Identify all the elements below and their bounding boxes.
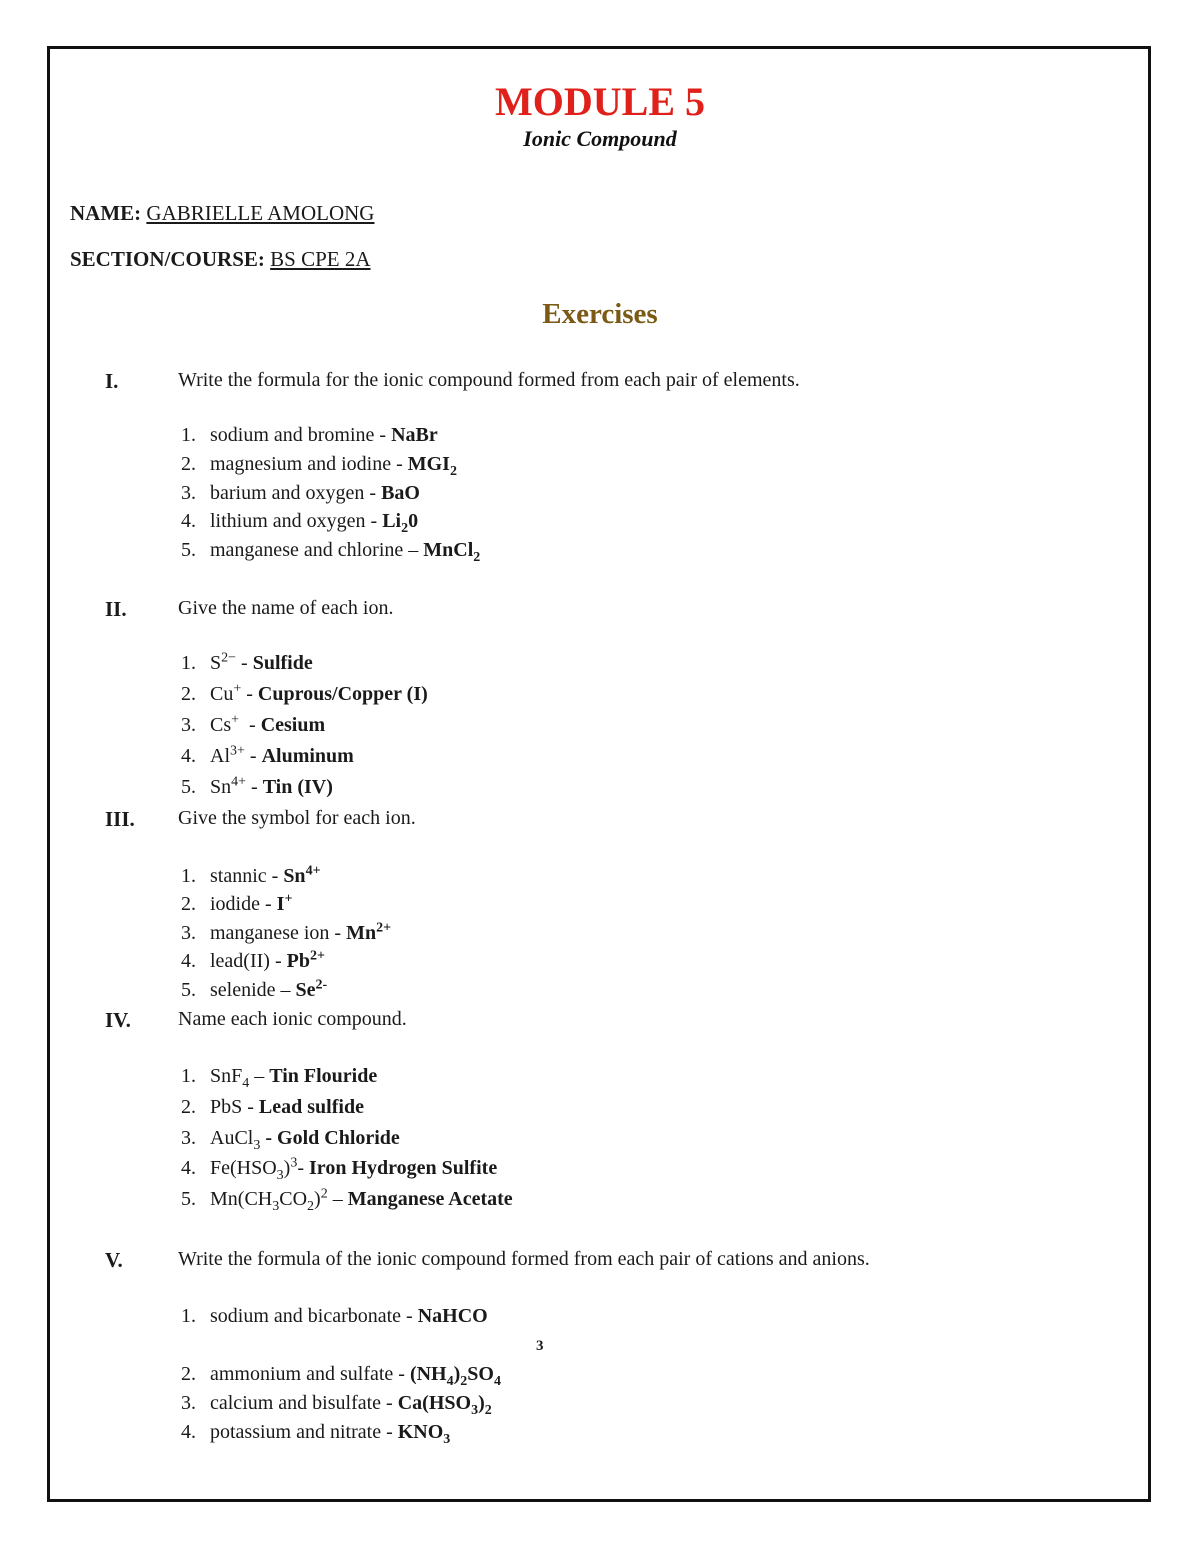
list-item: potassium and nitrate - $KNO_3$	[210, 1421, 451, 1447]
item-number: 2.	[181, 893, 196, 915]
item-number: 4.	[181, 950, 196, 972]
list-item: lead(II) - $Pb^{2+}$	[210, 948, 325, 972]
section-question: Name each ionic compound.	[178, 1008, 407, 1030]
item-number: 2.	[181, 1363, 196, 1385]
list-item: lithium and oxygen - $Li_20$	[210, 510, 419, 536]
item-number: 3.	[181, 482, 196, 504]
item-number: 5.	[181, 1188, 196, 1210]
section-label: SECTION/COURSE:	[70, 247, 265, 271]
list-item: iodide - I+	[210, 891, 293, 915]
item-number: 1.	[181, 1305, 196, 1327]
list-item: $Sn^{4+}$ - Tin (IV)	[210, 774, 333, 798]
list-item: Cu+ - Cuprous/Copper (I)	[210, 681, 428, 705]
list-item: SnF$_4$ – Tin Flouride	[210, 1065, 378, 1091]
name-label: NAME:	[70, 201, 142, 225]
section-question: Write the formula of the ionic compound formed from each pair of cations and anions.	[178, 1248, 870, 1270]
item-number: 4.	[181, 510, 196, 532]
item-number: 2.	[181, 453, 196, 475]
section-question: Give the name of each ion.	[178, 597, 394, 619]
item-number: 5.	[181, 539, 196, 561]
list-item: calcium and bisulfate - $Ca(HSO_3)_2$	[210, 1392, 492, 1418]
item-number: 4.	[181, 1157, 196, 1179]
list-item: AuCl$_3$ - Gold Chloride	[210, 1127, 400, 1153]
list-item: ammonium and sulfate - $(NH_4)_2SO_4$	[210, 1363, 501, 1389]
item-number: 1.	[181, 652, 196, 674]
stray-subscript: 3	[536, 1338, 544, 1354]
item-number: 1.	[181, 424, 196, 446]
section-field	[70, 247, 371, 272]
exercises-heading: Exercises	[542, 298, 658, 330]
list-item: sodium and bicarbonate - NaHCO	[210, 1305, 488, 1327]
list-item: $S^{2-}$ - Sulfide	[210, 650, 313, 674]
list-item: barium and oxygen - BaO	[210, 482, 420, 504]
list-item: selenide – $Se^{2-}$	[210, 977, 328, 1001]
list-item: $Fe(HSO_3)^3-$ Iron Hydrogen Sulfite	[210, 1155, 498, 1183]
section-question: Give the symbol for each ion.	[178, 807, 416, 829]
item-number: 5.	[181, 979, 196, 1001]
module-subtitle: Ionic Compound	[523, 126, 677, 151]
list-item: Cs+ - Cesium	[210, 712, 326, 736]
item-number: 1.	[181, 1065, 196, 1087]
list-item: stannic - $Sn^{4+}$	[210, 863, 321, 887]
item-number: 5.	[181, 776, 196, 798]
name-field	[70, 201, 374, 226]
section-roman: V.	[105, 1248, 123, 1272]
item-number: 4.	[181, 745, 196, 767]
list-item: manganese and chlorine – MnCl$_2$	[210, 539, 481, 565]
section-question: Write the formula for the ionic compound formed from each pair of elements.	[178, 369, 800, 391]
item-number: 3.	[181, 714, 196, 736]
item-number: 3.	[181, 922, 196, 944]
name-value: GABRIELLE AMOLONG	[146, 201, 375, 225]
section-roman: II.	[105, 597, 127, 621]
item-number: 3.	[181, 1127, 196, 1149]
section-roman: I.	[105, 369, 119, 393]
item-number: 3.	[181, 1392, 196, 1414]
section-roman: III.	[105, 807, 135, 831]
item-number: 4.	[181, 1421, 196, 1443]
item-number: 2.	[181, 1096, 196, 1118]
section-value: BS CPE 2A	[270, 247, 371, 271]
list-item: PbS - Lead sulfide	[210, 1096, 364, 1118]
list-item: $Mn(CH_3CO_2)^2$ – Manganese Acetate	[210, 1186, 513, 1214]
list-item: manganese ion - $Mn^{2+}$	[210, 920, 392, 944]
module-title: MODULE 5	[495, 79, 705, 124]
list-item: sodium and bromine - NaBr	[210, 424, 438, 446]
item-number: 1.	[181, 865, 196, 887]
list-item: $Al^{3+}$ - Aluminum	[210, 743, 354, 767]
section-roman: IV.	[105, 1008, 131, 1032]
list-item: magnesium and iodine - $MGI_2$	[210, 453, 457, 479]
item-number: 2.	[181, 683, 196, 705]
